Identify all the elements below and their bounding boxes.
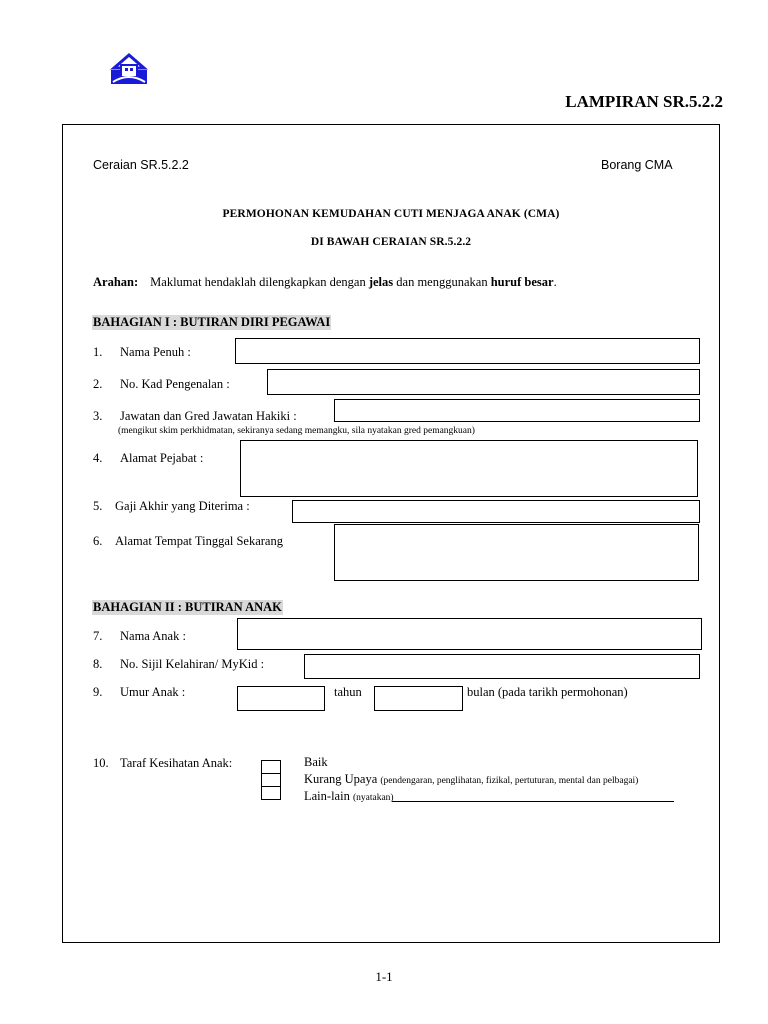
field-3-number: 3.	[93, 409, 103, 423]
field-6-text: Alamat Tempat Tinggal Sekarang	[115, 534, 283, 548]
house-logo-icon	[110, 52, 148, 85]
field-3-note: (mengikut skim perkhidmatan, sekiranya sedang memangku, sila nyatakan gred pemangkuan)	[118, 426, 475, 436]
borang-reference: Borang CMA	[601, 158, 673, 172]
umur-tahun-input[interactable]	[237, 686, 325, 711]
field-5-text: Gaji Akhir yang Diterima :	[115, 499, 250, 513]
arahan-bold-2: huruf besar	[490, 275, 554, 289]
field-3-label	[93, 409, 297, 424]
field-2-number: 2.	[93, 377, 103, 391]
alamat-pejabat-input[interactable]	[240, 440, 698, 497]
gaji-akhir-input[interactable]	[292, 500, 700, 523]
field-7-label	[93, 629, 186, 644]
field-10-label	[93, 756, 232, 771]
field-3-text: Jawatan dan Gred Jawatan Hakiki :	[120, 409, 297, 423]
section-2-heading: BAHAGIAN II : BUTIRAN ANAK	[93, 600, 282, 614]
arahan-text-2: dan menggunakan	[393, 275, 491, 289]
baik-checkbox[interactable]	[261, 760, 281, 774]
arahan-instruction	[93, 275, 557, 290]
nama-anak-input[interactable]	[237, 618, 702, 650]
field-4-text: Alamat Pejabat :	[120, 451, 204, 465]
form-title: PERMOHONAN KEMUDAHAN CUTI MENJAGA ANAK (CMA)	[222, 208, 560, 220]
option-baik	[304, 755, 328, 770]
field-7-text: Nama Anak :	[120, 629, 186, 643]
field-5-number: 5.	[93, 499, 103, 513]
option-lain-lain-label: Lain-lain	[304, 789, 350, 803]
lain-lain-write-line[interactable]	[392, 801, 674, 802]
umur-bulan-input[interactable]	[374, 686, 463, 711]
option-kurang-upaya-label: Kurang Upaya	[304, 772, 378, 786]
field-8-number: 8.	[93, 657, 103, 671]
field-5-label	[93, 499, 250, 514]
option-lain-lain	[304, 789, 394, 804]
arahan-label: Arahan:	[93, 275, 139, 289]
field-1-number: 1.	[93, 345, 103, 359]
arahan-bold-1: jelas	[368, 275, 394, 289]
ceraian-reference: Ceraian SR.5.2.2	[93, 158, 189, 172]
jawatan-gred-input[interactable]	[334, 399, 700, 422]
field-8-label	[93, 657, 264, 672]
option-kurang-upaya-note: (pendengaran, penglihatan, fizikal, pertuturan, mental dan pelbagai)	[380, 776, 639, 786]
field-4-number: 4.	[93, 451, 103, 465]
option-kurang-upaya	[304, 772, 638, 787]
kurang-upaya-checkbox[interactable]	[261, 773, 281, 787]
field-6-number: 6.	[93, 534, 103, 548]
lain-lain-checkbox[interactable]	[261, 786, 281, 800]
field-10-text: Taraf Kesihatan Anak:	[120, 756, 233, 770]
field-9-number: 9.	[93, 685, 103, 699]
umur-bulan-label: bulan (pada tarikh permohonan)	[467, 685, 628, 699]
field-4-label	[93, 451, 203, 466]
field-2-label	[93, 377, 230, 392]
field-8-text: No. Sijil Kelahiran/ MyKid :	[120, 657, 265, 671]
alamat-tinggal-input[interactable]	[334, 524, 699, 581]
field-1-text: Nama Penuh :	[120, 345, 191, 359]
field-9-label	[93, 685, 185, 700]
arahan-text-3: .	[553, 275, 557, 289]
option-lain-lain-note: (nyatakan)	[352, 793, 394, 803]
field-2-text: No. Kad Pengenalan :	[120, 377, 230, 391]
arahan-text-1: Maklumat hendaklah dilengkapkan dengan	[150, 275, 369, 289]
field-1-label	[93, 345, 191, 360]
umur-tahun-label: tahun	[334, 685, 362, 699]
field-6-label	[93, 534, 283, 549]
section-1-heading: BAHAGIAN I : BUTIRAN DIRI PEGAWAI	[93, 315, 331, 329]
kad-pengenalan-input[interactable]	[267, 369, 700, 395]
nama-penuh-input[interactable]	[235, 338, 700, 364]
lampiran-label: LAMPIRAN SR.5.2.2	[565, 92, 723, 111]
field-9-text: Umur Anak :	[120, 685, 186, 699]
form-subtitle: DI BAWAH CERAIAN SR.5.2.2	[310, 236, 472, 248]
field-10-number: 10.	[93, 756, 109, 770]
option-baik-label: Baik	[304, 755, 328, 769]
field-7-number: 7.	[93, 629, 103, 643]
page-number: 1-1	[375, 969, 393, 984]
sijil-kelahiran-input[interactable]	[304, 654, 700, 679]
